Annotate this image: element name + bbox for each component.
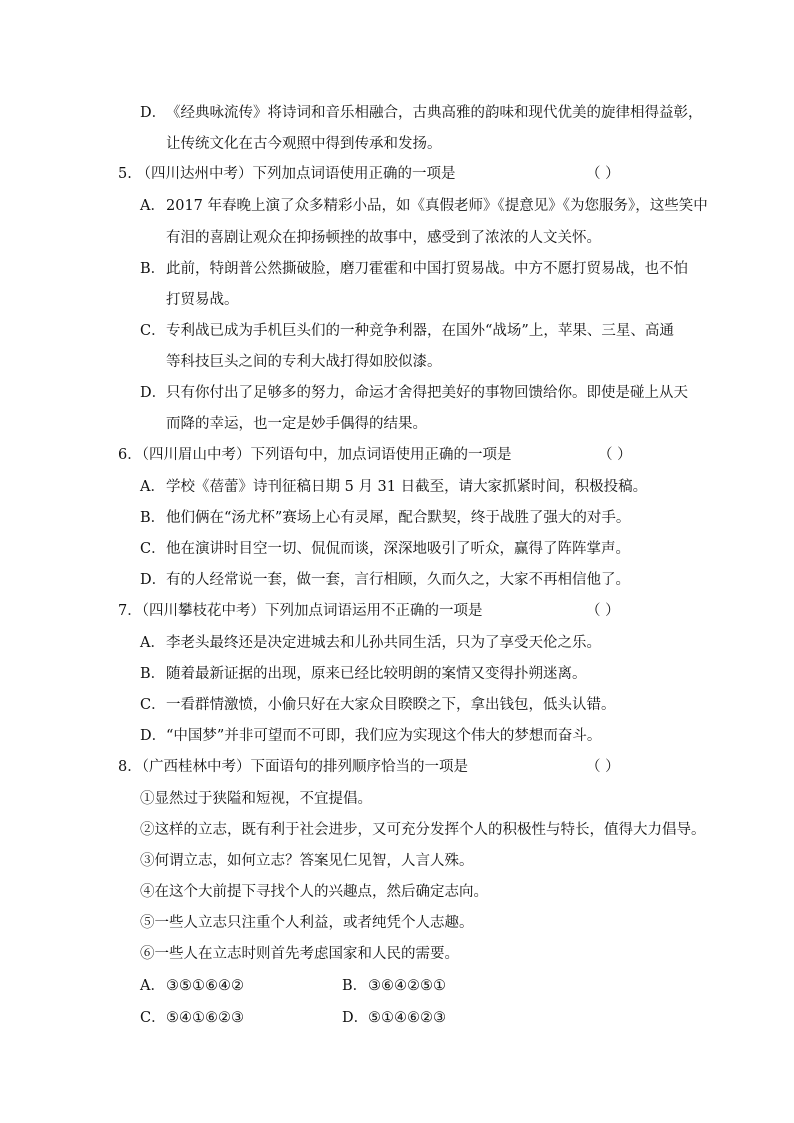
q8-sentence-5: ⑤一些人立志只注重个人利益，或者纯凭个人志趣。 [140, 915, 474, 931]
q8-option-b [342, 976, 446, 996]
q5-option-c [140, 321, 674, 341]
q8-sentence-2: ②这样的立志，既有利于社会进步，又可充分发挥个人的积极性与特长，值得大力倡导。 [140, 822, 706, 838]
q5-option-d [140, 383, 688, 403]
q5-option-b [140, 259, 688, 279]
q6-answer-blank: （ ） [598, 447, 632, 463]
option-label: B． [140, 666, 166, 682]
option-text: “中国梦”并非可望而不可即，我们应为实现这个伟大的梦想而奋斗。 [166, 728, 602, 744]
option-text: 随着最新证据的出现，原来已经比较明朗的案情又变得扑朔迷离。 [166, 666, 587, 682]
q5-option-a [140, 196, 708, 216]
option-text: 他们俩在“汤尤杯”赛场上心有灵犀，配合默契，终于战胜了强大的对手。 [166, 510, 631, 526]
option-label: D． [140, 105, 167, 121]
q8-sentence-4: ④在这个大前提下寻找个人的兴趣点，然后确定志向。 [140, 884, 488, 900]
q6-option-c [140, 539, 630, 559]
q4-option-d-cont: 让传统文化在古今观照中得到传承和发扬。 [166, 136, 442, 152]
option-text: 《经典咏流传》将诗词和音乐相融合，古典高雅的韵味和现代优美的旋律相得益彰， [166, 105, 703, 121]
q5-option-c-cont: 等科技巨头之间的专利大战打得如胶似漆。 [166, 354, 442, 370]
option-text: 他在演讲时目空一切、侃侃而谈，深深地吸引了听众，赢得了阵阵掌声。 [166, 541, 630, 557]
option-label: A． [140, 978, 165, 994]
q5-option-a-cont: 有泪的喜剧让观众在抑扬顿挫的故事中，感受到了浓浓的人文关怀。 [166, 230, 601, 246]
option-text: ⑤④①⑥②③ [166, 1010, 244, 1026]
q8-sentence-6: ⑥一些人在立志时则首先考虑国家和人民的需要。 [140, 946, 459, 962]
q6-option-b [140, 508, 630, 528]
q8-sentence-3: ③何谓立志，如何立志？答案见仁见智，人言人殊。 [140, 853, 474, 869]
option-text: 一看群情激愤，小偷只好在大家众目睽睽之下，拿出钱包，低头认错。 [166, 697, 616, 713]
option-text: 有的人经常说一套，做一套，言行相顾，久而久之，大家不再相信他了。 [166, 572, 630, 588]
option-label: D． [140, 572, 167, 588]
q8-option-c [140, 1008, 244, 1028]
q7-option-b [140, 664, 587, 684]
q7-stem: 7．（四川攀枝花中考）下列加点词语运用不正确的一项是 [118, 603, 483, 619]
q4-option-d [140, 103, 703, 123]
option-label: C． [140, 1010, 166, 1026]
q8-answer-blank: （ ） [586, 759, 620, 775]
option-text: 此前，特朗普公然撕破脸，磨刀霍霍和中国打贸易战。中方不愿打贸易战，也不怕 [166, 261, 688, 277]
q5-stem: 5. （四川达州中考）下列加点词语使用正确的一项是 [118, 166, 456, 182]
option-text: ③⑥④②⑤① [368, 978, 446, 994]
option-label: D． [140, 728, 167, 744]
q8-option-a [140, 976, 244, 996]
option-label: B． [140, 261, 166, 277]
option-label: D． [140, 385, 167, 401]
option-label: A． [140, 635, 165, 651]
option-label: C． [140, 323, 166, 339]
option-text: ⑤①④⑥②③ [368, 1010, 446, 1026]
option-text: 专利战已成为手机巨头们的一种竞争利器，在国外“战场”上，苹果、三星、高通 [166, 323, 674, 339]
q7-option-a [140, 633, 601, 653]
q5-option-d-cont: 而降的幸运，也一定是妙手偶得的结果。 [166, 416, 427, 432]
q5-answer-blank: （ ） [586, 166, 620, 182]
q6-option-d [140, 570, 630, 590]
q6-stem: 6．（四川眉山中考）下列语句中，加点词语使用正确的一项是 [118, 447, 512, 463]
q5-option-b-cont: 打贸易战。 [166, 292, 239, 308]
q8-option-d [342, 1008, 446, 1028]
option-label: D． [342, 1010, 369, 1026]
option-text: 李老头最终还是决定进城去和儿孙共同生活，只为了享受天伦之乐。 [166, 635, 601, 651]
q7-option-d [140, 726, 601, 746]
option-label: B． [342, 978, 368, 994]
option-label: C． [140, 541, 166, 557]
q7-option-c [140, 695, 616, 715]
option-text: 2017 年春晚上演了众多精彩小品，如《真假老师》《提意见》《为您服务》，这些笑中 [166, 198, 708, 214]
option-label: B． [140, 510, 166, 526]
q8-sentence-1: ①显然过于狭隘和短视，不宜提倡。 [140, 791, 372, 807]
option-text: 只有你付出了足够多的努力，命运才舍得把美好的事物回馈给你。即使是碰上从天 [166, 385, 688, 401]
option-label: C． [140, 697, 166, 713]
option-text: 学校《蓓蕾》诗刊征稿日期 5 月 31 日截至，请大家抓紧时间，积极投稿。 [166, 479, 648, 495]
option-label: A． [140, 479, 165, 495]
option-text: ③⑤①⑥④② [166, 978, 244, 994]
q8-stem: 8．（广西桂林中考）下面语句的排列顺序恰当的一项是 [118, 759, 468, 775]
option-label: A． [140, 198, 165, 214]
q6-option-a [140, 477, 647, 497]
q7-answer-blank: （ ） [586, 603, 620, 619]
